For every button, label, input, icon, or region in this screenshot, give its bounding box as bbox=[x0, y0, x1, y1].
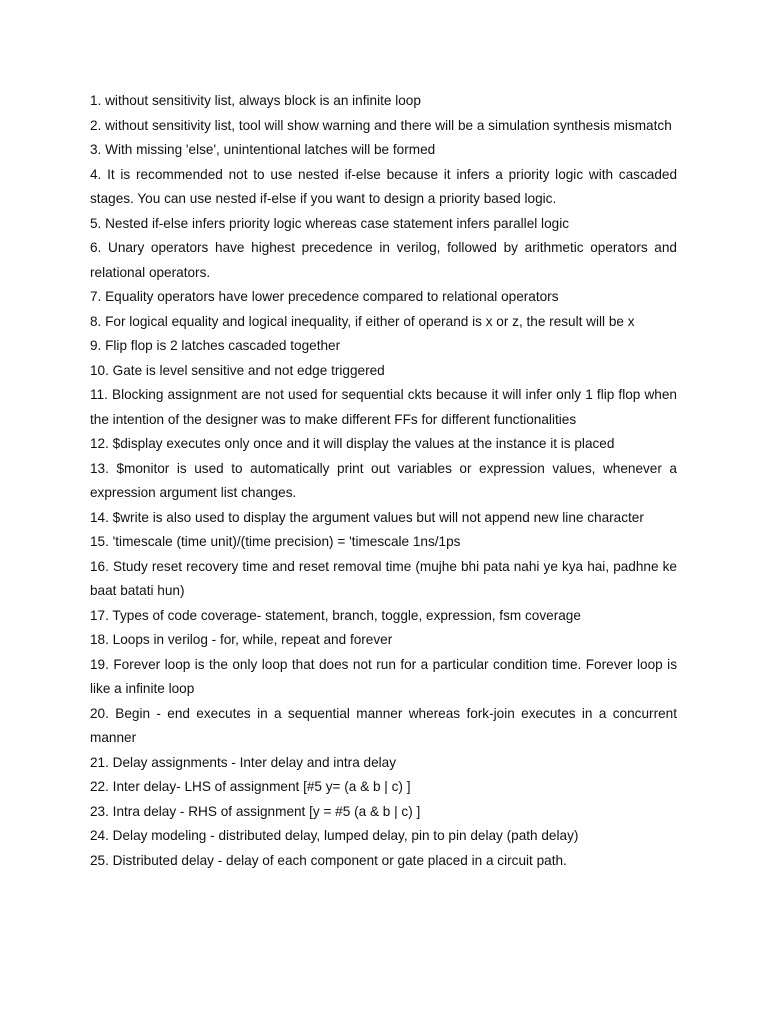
note-item: 1. without sensitivity list, always block is an infinite loop bbox=[90, 93, 421, 108]
note-item: 7. Equality operators have lower precedence compared to relational operators bbox=[90, 289, 559, 304]
note-item: 4. It is recommended not to use nested if-else because it infers a priority logic with cascaded stages. You can use nested if-else if you want to design a priority based logic. bbox=[90, 166, 677, 206]
note-item: 11. Blocking assignment are not used for sequential ckts because it will infer only 1 flip flop when the intention of the designer was to make different FFs for different functionalities bbox=[90, 387, 677, 427]
note-item: 22. Inter delay- LHS of assignment [#5 y= (a & b | c) ] bbox=[90, 779, 411, 794]
note-item: 21. Delay assignments - Inter delay and intra delay bbox=[90, 754, 397, 770]
note-item: 20. Begin - end executes in a sequential manner whereas fork-join executes in a concurrent manner bbox=[90, 705, 677, 745]
note-item: 17. Types of code coverage- statement, branch, toggle, expression, fsm coverage bbox=[90, 607, 581, 623]
note-item: 14. $write is also used to display the argument values but will not append new line character bbox=[90, 509, 644, 525]
note-item: 6. Unary operators have highest precedence in verilog, followed by arithmetic operators and relational operators. bbox=[90, 240, 677, 280]
note-item: 8. For logical equality and logical inequality, if either of operand is x or z, the result will be x bbox=[90, 313, 635, 329]
note-item: 15. 'timescale (time unit)/(time precision) = 'timescale 1ns/1ps bbox=[90, 534, 461, 549]
note-item: 24. Delay modeling - distributed delay, lumped delay, pin to pin delay (path delay) bbox=[90, 828, 579, 843]
note-item: 16. Study reset recovery time and reset removal time (mujhe bhi pata nahi ye kya hai, padhne ke baat batati hun) bbox=[90, 558, 677, 598]
note-item: 12. $display executes only once and it will display the values at the instance it is placed bbox=[90, 436, 615, 451]
note-item: 3. With missing 'else', unintentional latches will be formed bbox=[90, 142, 436, 157]
note-item: 25. Distributed delay - delay of each component or gate placed in a circuit path. bbox=[90, 852, 567, 868]
note-item: 10. Gate is level sensitive and not edge triggered bbox=[90, 362, 385, 378]
note-item: 9. Flip flop is 2 latches cascaded together bbox=[90, 338, 341, 353]
note-item: 19. Forever loop is the only loop that does not run for a particular condition time. Forever loop is like a infinite loop bbox=[90, 656, 677, 696]
note-item: 13. $monitor is used to automatically print out variables or expression values, whenever a expression argument list changes. bbox=[90, 460, 677, 500]
notes-list bbox=[90, 89, 677, 873]
note-item: 2. without sensitivity list, tool will show warning and there will be a simulation synthesis mismatch bbox=[90, 117, 672, 133]
note-item: 5. Nested if-else infers priority logic whereas case statement infers parallel logic bbox=[90, 215, 570, 231]
note-item: 18. Loops in verilog - for, while, repeat and forever bbox=[90, 632, 393, 647]
note-item: 23. Intra delay - RHS of assignment [y = #5 (a & b | c) ] bbox=[90, 803, 421, 819]
